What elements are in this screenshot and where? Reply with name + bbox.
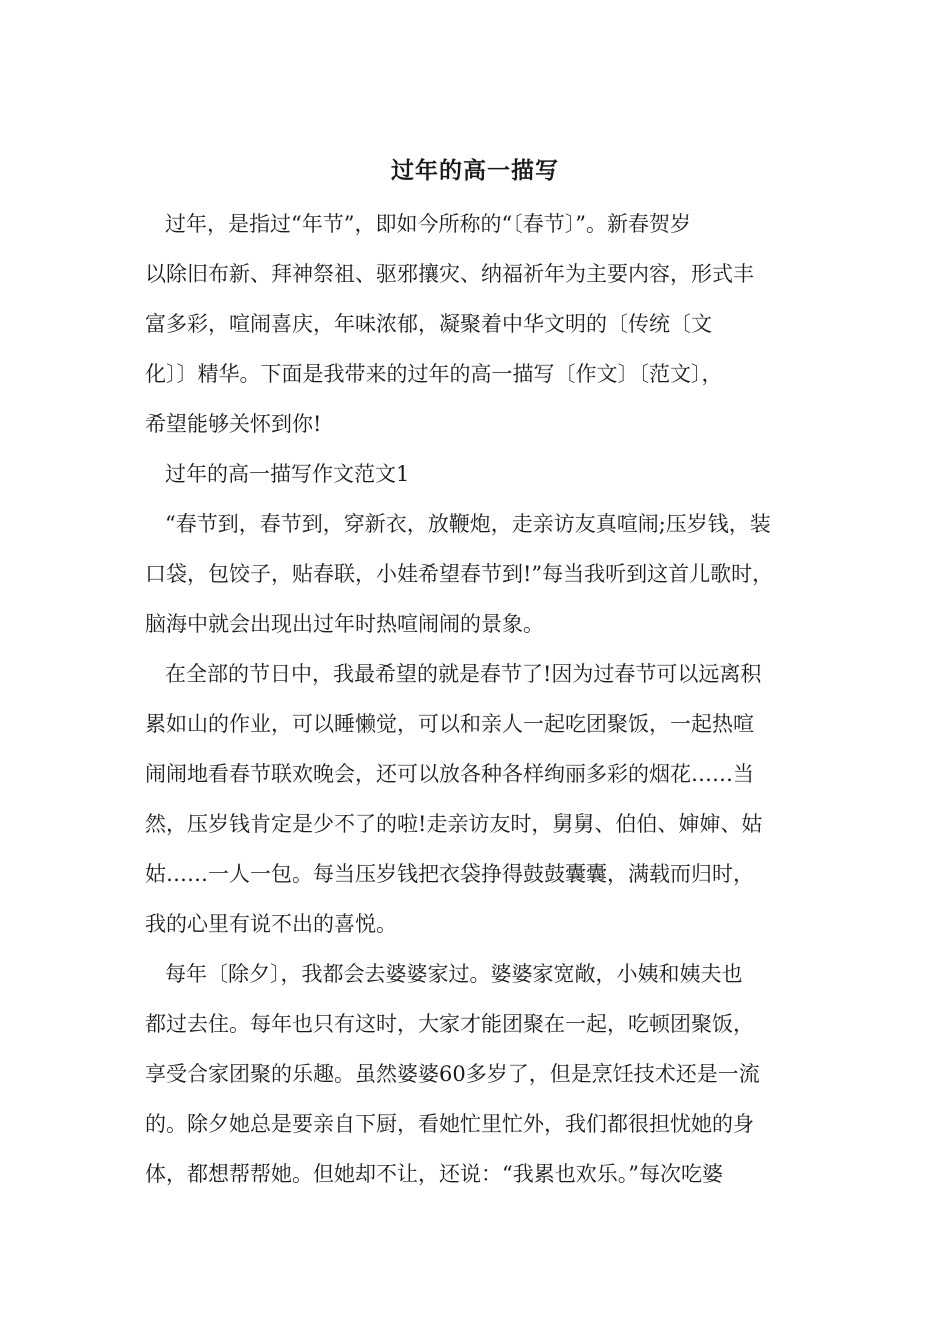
text-line: 过年，是指过“年节”，即如今所称的“〔春节〕”。新春贺岁 — [165, 212, 691, 236]
section-heading: 过年的高一描写作文范文1 — [165, 462, 410, 486]
text-line: 脑海中就会出现出过年时热喧闹闹的景象。 — [145, 612, 544, 636]
text-line: 闹闹地看春节联欢晚会，还可以放各种各样绚丽多彩的烟花……当 — [145, 762, 754, 786]
text-line: 然，压岁钱肯定是少不了的啦!走亲访友时，舅舅、伯伯、婶婶、姑 — [145, 812, 763, 836]
text-line: 都过去住。每年也只有这时，大家才能团聚在一起，吃顿团聚饭， — [145, 1012, 754, 1036]
document-title: 过年的高一描写 — [391, 157, 559, 184]
text-line: 姑……一人一包。每当压岁钱把衣袋挣得鼓鼓囊囊，满载而归时， — [145, 862, 754, 886]
text-line: 累如山的作业，可以睡懒觉，可以和亲人一起吃团聚饭，一起热喧 — [145, 712, 754, 736]
text-line: 我的心里有说不出的喜悦。 — [145, 912, 397, 936]
text-line: 在全部的节日中，我最希望的就是春节了!因为过春节可以远离积 — [165, 662, 762, 686]
text-line: 体，都想帮帮她。但她却不让，还说：“我累也欢乐。”每次吃婆 — [145, 1162, 723, 1186]
text-line: 的。除夕她总是要亲自下厨，看她忙里忙外，我们都很担忧她的身 — [145, 1112, 754, 1136]
text-line: 富多彩，喧闹喜庆，年味浓郁，凝聚着中华文明的〔传统〔文 — [145, 312, 712, 336]
text-line: 希望能够关怀到你! — [145, 412, 322, 436]
text-line: 口袋，包饺子，贴春联，小娃希望春节到!”每当我听到这首儿歌时， — [145, 562, 774, 586]
text-line: 每年〔除夕〕，我都会去婆婆家过。婆婆家宽敞，小姨和姨夫也 — [165, 962, 743, 986]
text-line: 以除旧布新、拜神祭祖、驱邪攘灾、纳福祈年为主要内容，形式丰 — [145, 262, 754, 286]
text-line: 化〕〕精华。下面是我带来的过年的高一描写〔作文〕〔范文〕， — [145, 362, 723, 386]
text-line: 享受合家团聚的乐趣。虽然婆婆60多岁了，但是烹饪技术还是一流 — [145, 1062, 760, 1086]
text-line: “春节到，春节到，穿新衣，放鞭炮，走亲访友真喧闹;压岁钱，装 — [165, 512, 771, 536]
